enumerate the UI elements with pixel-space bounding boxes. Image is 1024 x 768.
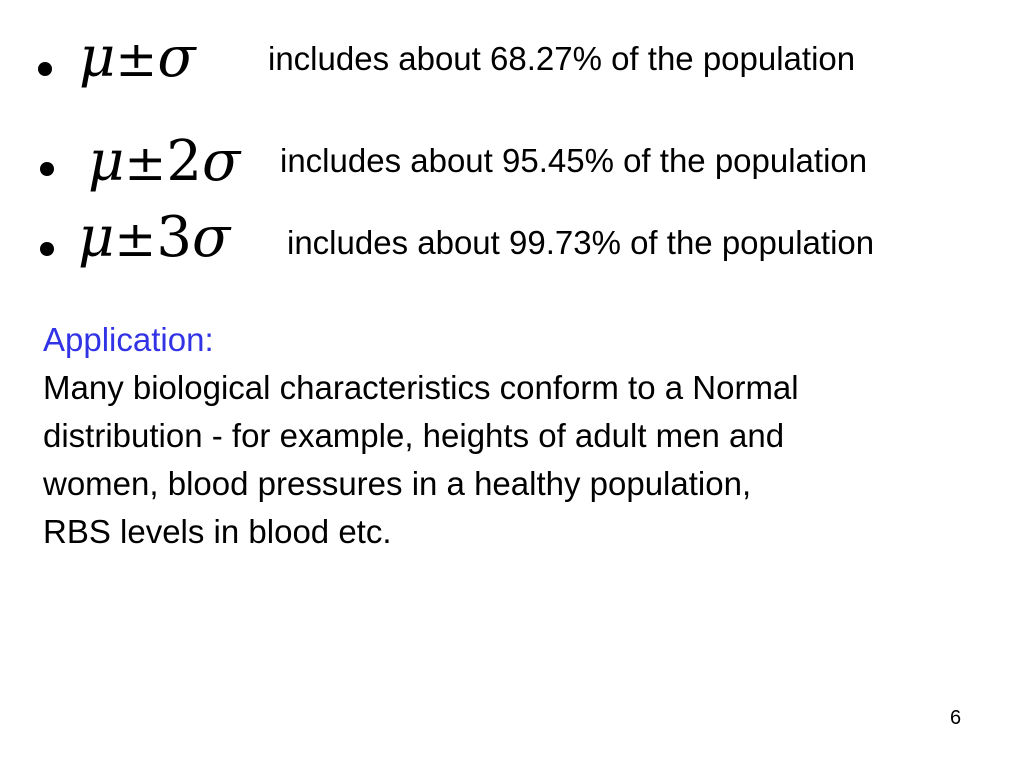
plus-minus-symbol: ± bbox=[124, 134, 167, 192]
application-section bbox=[43, 316, 1003, 556]
application-line: women, blood pressures in a healthy population, bbox=[43, 465, 752, 502]
formula-mu-plus-minus-3sigma bbox=[78, 205, 231, 270]
sigma-symbol: σ bbox=[201, 129, 241, 194]
sigma-coefficient: 2 bbox=[166, 129, 202, 194]
bullet-text: includes about 99.73% of the population bbox=[287, 224, 875, 261]
mu-symbol: μ bbox=[88, 129, 125, 194]
application-line: Many biological characteristics conform to a Normal bbox=[43, 369, 799, 406]
plus-minus-symbol: ± bbox=[114, 210, 157, 268]
page-number: 6 bbox=[950, 707, 962, 729]
formula-mu-plus-minus-sigma bbox=[79, 25, 196, 90]
bullet-dot-icon bbox=[40, 162, 54, 176]
mu-symbol: μ bbox=[79, 25, 116, 90]
bullet-item-one-sigma bbox=[0, 0, 1024, 90]
bullet-text: includes about 95.45% of the population bbox=[280, 142, 868, 179]
application-body bbox=[43, 364, 1003, 556]
sigma-symbol: σ bbox=[191, 205, 231, 270]
formula-mu-plus-minus-2sigma bbox=[88, 129, 241, 194]
mu-symbol: μ bbox=[78, 205, 115, 270]
application-heading: Application: bbox=[43, 321, 214, 358]
sigma-coefficient: 3 bbox=[156, 205, 192, 270]
bullet-dot-icon bbox=[38, 62, 52, 76]
bullet-item-two-sigma bbox=[0, 100, 1024, 194]
sigma-symbol: σ bbox=[157, 25, 196, 90]
bullet-item-three-sigma bbox=[0, 184, 1024, 270]
application-line: distribution - for example, heights of adult men and bbox=[43, 417, 785, 454]
bullet-dot-icon bbox=[40, 242, 54, 256]
application-line: RBS levels in blood etc. bbox=[43, 513, 392, 550]
bullet-text: includes about 68.27% of the population bbox=[268, 40, 856, 77]
plus-minus-symbol: ± bbox=[115, 30, 158, 88]
